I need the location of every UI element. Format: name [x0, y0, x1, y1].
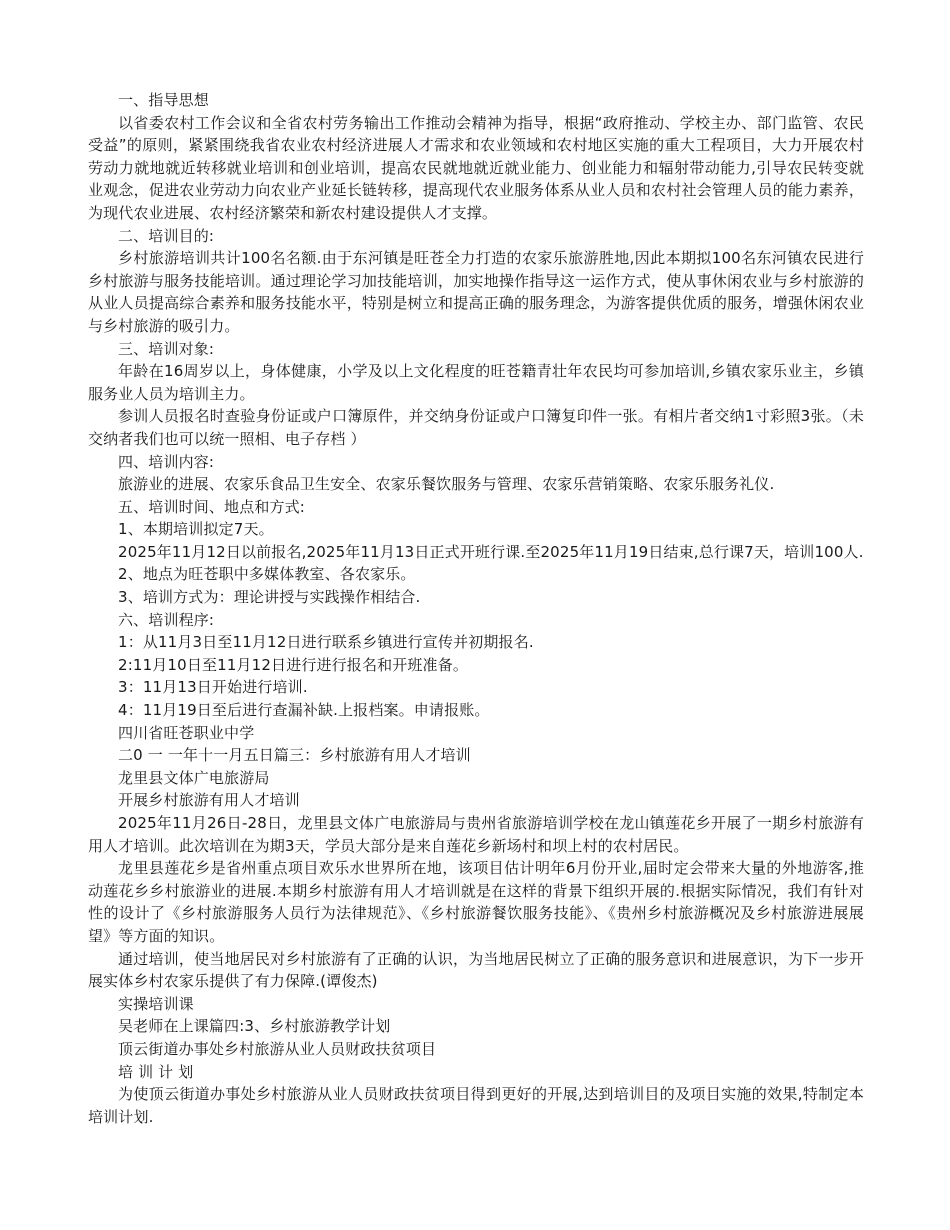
agency-name: 龙里县文体广电旅游局	[118, 768, 270, 787]
paragraph-training-target: 年龄在16周岁以上，身体健康，小学及以上文化程度的旺苍籍青壮年农民均可参加培训,乡镇农家乐业主，乡镇服务业人员为培训主力。	[88, 362, 864, 403]
heading-time-place-method: 五、培训时间、地点和方式:	[118, 497, 306, 516]
paragraph-plan-intro: 为使顶云街道办事处乡村旅游从业人员财政扶贫项目得到更好的开展,达到培训目的及项目实施的效果,特制定本培训计划.	[88, 1085, 864, 1126]
paragraph-training-result: 通过培训，使当地居民对乡村旅游有了正确的认识，为当地居民树立了正确的服务意识和进展意识，为下一步开展实体乡村农家乐提供了有力保障.(谭俊杰)	[88, 949, 864, 991]
paragraph-registration-docs: 参训人员报名时查验身份证或户口簿原件，并交纳身份证或户口簿复印件一张。有相片者交纳1寸彩照3张。（未交纳者我们也可以统一照相、电子存档 ）	[88, 407, 864, 448]
list-item-procedure-1: 1：从11月3日至11月12日进行联系乡镇进行宣传并初期报名.	[118, 633, 534, 652]
list-item-procedure-2: 2:11月10日至11月12日进行进行报名和开班准备。	[118, 655, 468, 674]
signature-date-section-three: 二0 一 一年十一月五日篇三：乡村旅游有用人才培训	[118, 746, 471, 765]
document-body	[88, 89, 864, 1128]
project-title: 顶云街道办事处乡村旅游从业人员财政扶贫项目	[118, 1039, 437, 1058]
signature-school: 四川省旺苍职业中学	[118, 723, 255, 742]
heading-training-content: 四、培训内容:	[118, 452, 215, 471]
section-title-talent-training: 开展乡村旅游有用人才培训	[118, 791, 300, 810]
list-item-location: 2、地点为旺苍职中多媒体教室、各农家乐。	[118, 565, 416, 584]
paragraph-lianhua-background: 龙里县莲花乡是省州重点项目欢乐水世界所在地，该项目估计明年6月份开业,届时定会带来大量的外地游客,推动莲花乡乡村旅游业的进展.本期乡村旅游有用人才培训就是在这样的背景下组织开展的.根据实际情况，我们有针对性的设计了《乡村旅游服务人员行为法律规范》、《乡村旅游餐饮服务技能》、《贵州乡村旅游概况及乡村旅游进展展望》等方面的知识。	[88, 859, 864, 945]
paragraph-training-event: 2025年11月26日-28日，龙里县文体广电旅游局与贵州省旅游培训学校在龙山镇莲花乡开展了一期乡村旅游有用人才培训。此次培训在为期3天，学员大部分是来自莲花乡新场村和坝上村的农村居民。	[88, 814, 864, 855]
list-item-procedure-3: 3：11月13日开始进行培训.	[118, 678, 308, 697]
heading-training-procedure: 六、培训程序:	[118, 610, 215, 629]
plan-title: 培 训 计 划	[118, 1062, 194, 1081]
caption-teacher-section-four: 吴老师在上课篇四:3、乡村旅游教学计划	[118, 1017, 391, 1036]
caption-practical-class: 实操培训课	[118, 994, 194, 1013]
paragraph-guiding-thought: 以省委农村工作会议和全省农村劳务输出工作推动会精神为指导，根据“政府推动、学校主办、部门监管、农民受益”的原则，紧紧围绕我省农业农村经济进展人才需求和农业领域和农村地区实施的重大工程项目，大力开展农村劳动力就地就近转移就业培训和创业培训，提高农民就地就近就业能力、创业能力和辐射带动能力,引导农民转变就业观念，促进农业劳动力向农业产业延长链转移，提高现代农业服务体系从业人员和农村社会管理人员的能力素养，为现代农业进展、农村经济繁荣和新农村建设提供人才支撑。	[88, 113, 864, 222]
heading-guiding-thought: 一、指导思想	[118, 91, 209, 109]
list-item-duration: 1、本期培训拟定7天。	[118, 520, 274, 539]
heading-training-purpose: 二、培训目的:	[118, 226, 215, 245]
heading-training-target: 三、培训对象:	[118, 339, 215, 358]
list-item-procedure-4: 4：11月19日至后进行查漏补缺.上报档案。申请报账。	[118, 701, 490, 720]
paragraph-schedule-dates: 2025年11月12日以前报名,2025年11月13日正式开班行课.至2025年11月19日结束,总行课7天，培训100人.	[118, 542, 864, 561]
list-item-method: 3、培训方式为：理论讲授与实践操作相结合.	[118, 588, 421, 607]
paragraph-training-content: 旅游业的进展、农家乐食品卫生安全、农家乐餐饮服务与管理、农家乐营销策略、农家乐服务礼仪.	[118, 475, 775, 494]
paragraph-training-purpose: 乡村旅游培训共计100名名额.由于东河镇是旺苍全力打造的农家乐旅游胜地,因此本期拟100名东河镇农民进行乡村旅游与服务技能培训。通过理论学习加技能培训，加实地操作指导这一运作方式，使从事休闲农业与乡村旅游的从业人员提高综合素养和服务技能水平，特别是树立和提高正确的服务理念，为游客提供优质的服务，增强休闲农业与乡村旅游的吸引力。	[88, 249, 864, 335]
